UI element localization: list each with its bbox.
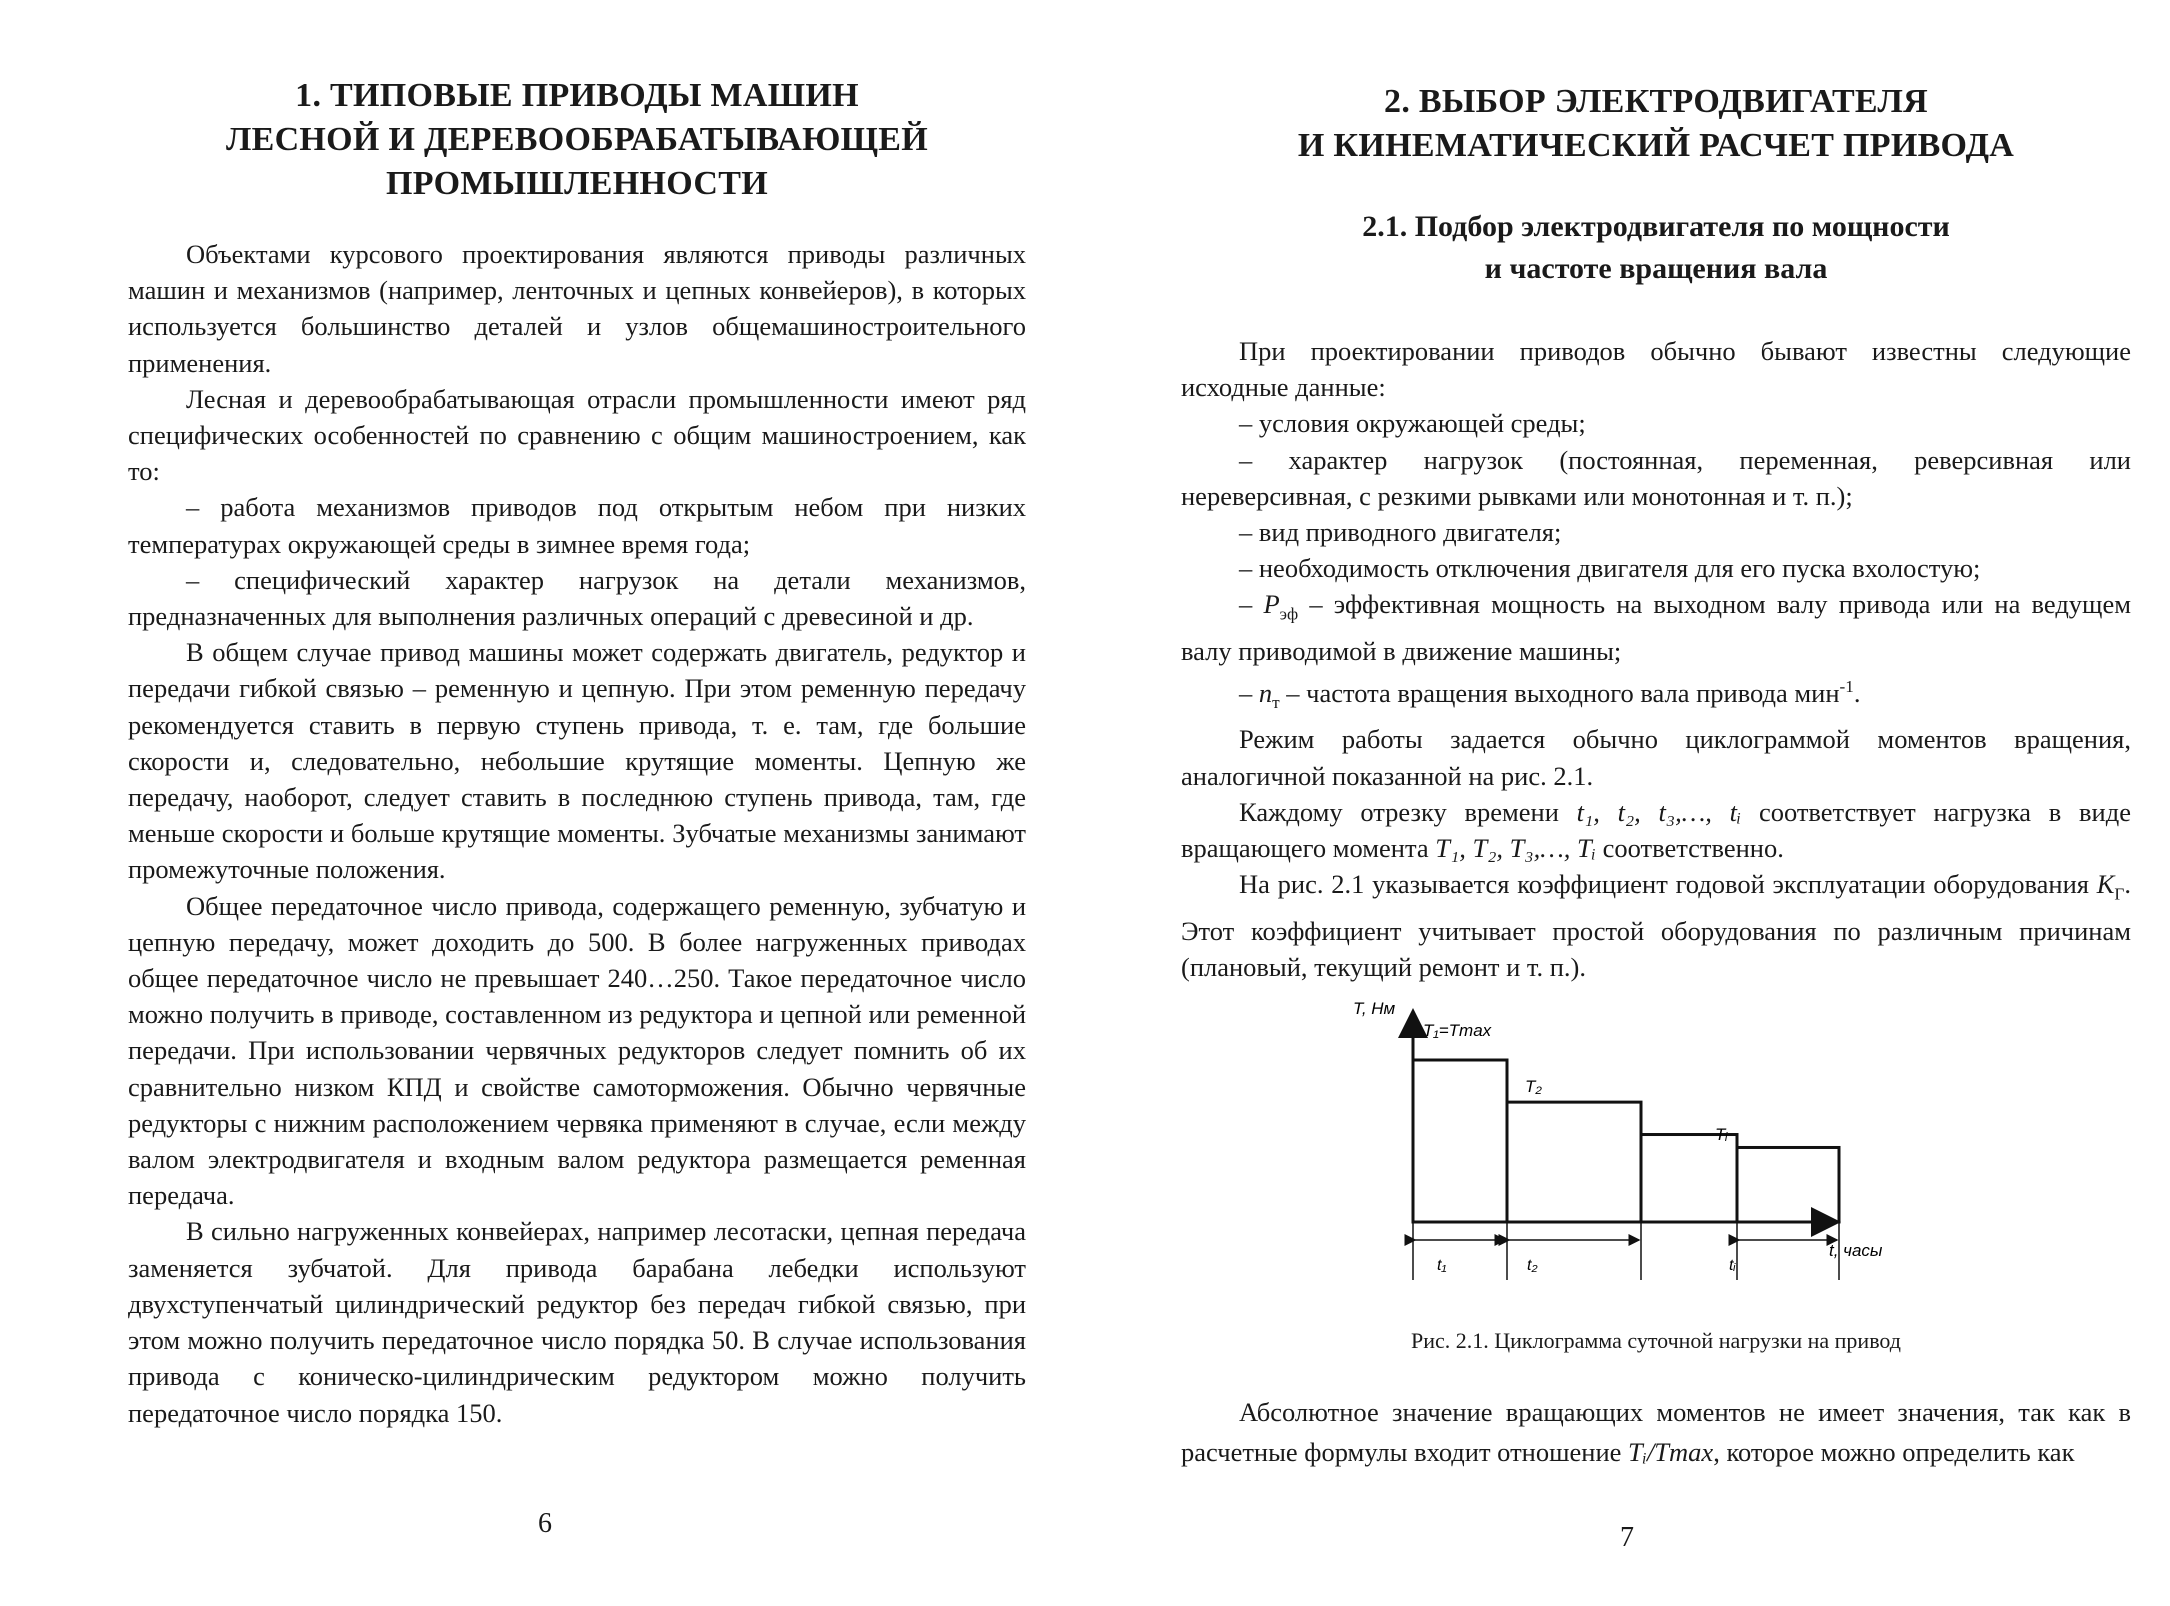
paragraph-time-intervals: Каждому отрезку времени t₁, t₂, t₃,…, tᵢ соответствует нагрузка в виде вращающего момента T₁, T₂, T₃,…, Tᵢ соответственно. <box>1181 796 2131 864</box>
y-axis-label: T, Нм <box>1353 999 1396 1018</box>
subtitle-line: и частоте вращения вала <box>1484 252 1828 285</box>
title-line: ПРОМЫШЛЕННОСТИ <box>386 165 768 202</box>
label-t2: T₂ <box>1525 1077 1542 1096</box>
post-figure-text <box>1181 1392 2131 1472</box>
list-item-p-eff: – $P_{эф}$ – эффективная мощность на выходном валу привода или на ведущем валу приводимой в движение машины; <box>1181 589 2131 666</box>
title-line: ЛЕСНОЙ И ДЕРЕВООБРАБАТЫВАЮЩЕЙ <box>225 121 929 158</box>
paragraph: Объектами курсового проектирования являются приводы различных машин и механизмов (например, ленточных и цепных конвейеров), в которых используется большинство деталей и узлов общемашиностроительного применения. <box>128 239 1026 378</box>
paragraph-ratio: Абсолютное значение вращающих моментов не имеет значения, так как в расчетные формулы входит отношение Tᵢ/Tmax, которое можно определить как <box>1181 1397 2131 1467</box>
paragraph: В сильно нагруженных конвейерах, например лесотаски, цепная передача заменяется зубчатой. Для привода барабана лебедки используют двухступенчатый цилиндрический редуктор без передач гибкой связью, при этом можно получить передаточное число порядка 50. В случае использования привода с коническо-цилиндрическим редуктором можно получить передаточное число порядка 150. <box>128 1216 1026 1428</box>
page-number: 7 <box>1620 1522 1634 1553</box>
paragraph: При проектировании приводов обычно бывают известны следующие исходные данные: <box>1181 336 2131 403</box>
paragraph: Режим работы задается обычно циклограммой моментов вращения, аналогичной показанной на рис. 2.1. <box>1181 724 2131 791</box>
paragraph: Общее передаточное число привода, содержащего ременную, зубчатую и цепную передачу, может доходить до 500. В более нагруженных приводах общее передаточное число не превышает 240…250. Такое передаточное число можно получить в приводе, составленном из редуктора и цепной или ременной передачи. При использовании червячных редукторов следует помнить об их сравнительно низком КПД и свойстве самоторможения. Обычно червячные редукторы с нижним расположением червяка применяют в случае, если между валом электродвигателя и входным валом редуктора размещается ременная передача. <box>128 890 1026 1211</box>
section-2-1-body <box>1181 333 2131 985</box>
right-page <box>1085 0 2170 1606</box>
load-step-bar <box>1507 1102 1641 1222</box>
figure-caption: Рис. 2.1. Циклограмма суточной нагрузки на привод <box>1411 1328 1901 1353</box>
list-item: – необходимость отключения двигателя для его пуска вхолостую; <box>1239 553 1981 584</box>
paragraph-kg: На рис. 2.1 указывается коэффициент годовой эксплуатации оборудования $K_Г$. Этот коэффициент учитывает простой оборудования по различным причинам (плановый, текущий ремонт и т. п.). <box>1181 869 2131 982</box>
x-axis-label: t, часы <box>1829 1241 1883 1260</box>
cyclogram-chart <box>1353 994 1883 1314</box>
label-ti: Tᵢ <box>1715 1125 1728 1144</box>
list-item: – вид приводного двигателя; <box>1239 517 1562 548</box>
interval-t2-label: t₂ <box>1527 1257 1538 1274</box>
paragraph: – специфический характер нагрузок на детали механизмов, предназначенных для выполнения различных операций с древесиной и др. <box>128 564 1026 632</box>
load-step-bar <box>1413 1060 1507 1222</box>
paragraph: – работа механизмов приводов под открытым небом при низких температурах окружающей среды в зимнее время года; <box>128 492 1026 559</box>
page-number: 6 <box>538 1508 552 1539</box>
title-line: 1. ТИПОВЫЕ ПРИВОДЫ МАШИН <box>295 77 859 114</box>
label-t1-tmax: T₁=Tmax <box>1423 1021 1492 1040</box>
paragraph: В общем случае привод машины может содержать двигатель, редуктор и передачи гибкой связью – ременную и цепную. При этом ременную передачу рекомендуется ставить в первую ступень привода, т. е. там, где большие скорости и, следовательно, небольшие крутящие моменты. Цепную же передачу, наоборот, следует ставить в последнюю ступень привода, там, где меньше скорости и больше крутящие моменты. Зубчатые механизмы занимают промежуточные положения. <box>128 637 1026 885</box>
list-item: – условия окружающей среды; <box>1239 408 1586 439</box>
title-line: 2. ВЫБОР ЭЛЕКТРОДВИГАТЕЛЯ <box>1384 83 1928 120</box>
chapter-1-body <box>128 236 1026 1431</box>
figure-2-1-load-cyclogram <box>1353 994 1883 1314</box>
interval-t1-label: t₁ <box>1437 1257 1447 1274</box>
list-item-n-t: – $n_т$ – частота вращения выходного вала привода мин$^{-1}$. <box>1239 677 1861 713</box>
subtitle-line: 2.1. Подбор электродвигателя по мощности <box>1362 210 1950 243</box>
list-item: – характер нагрузок (постоянная, переменная, реверсивная или нереверсивная, с резкими рывками или монотонная и т. п.); <box>1181 444 2131 511</box>
title-line: И КИНЕМАТИЧЕСКИЙ РАСЧЕТ ПРИВОДА <box>1297 127 2015 164</box>
interval-ti-label: tᵢ <box>1729 1257 1736 1274</box>
load-step-bar <box>1641 1135 1737 1222</box>
load-step-bar <box>1737 1147 1839 1222</box>
chapter-1-title <box>128 74 1026 206</box>
section-2-1-title <box>1181 206 2131 290</box>
paragraph: Лесная и деревообрабатывающая отрасли промышленности имеют ряд специфических особенностей по сравнению с общим машиностроением, как то: <box>128 383 1026 487</box>
chapter-2-title <box>1181 80 2131 168</box>
